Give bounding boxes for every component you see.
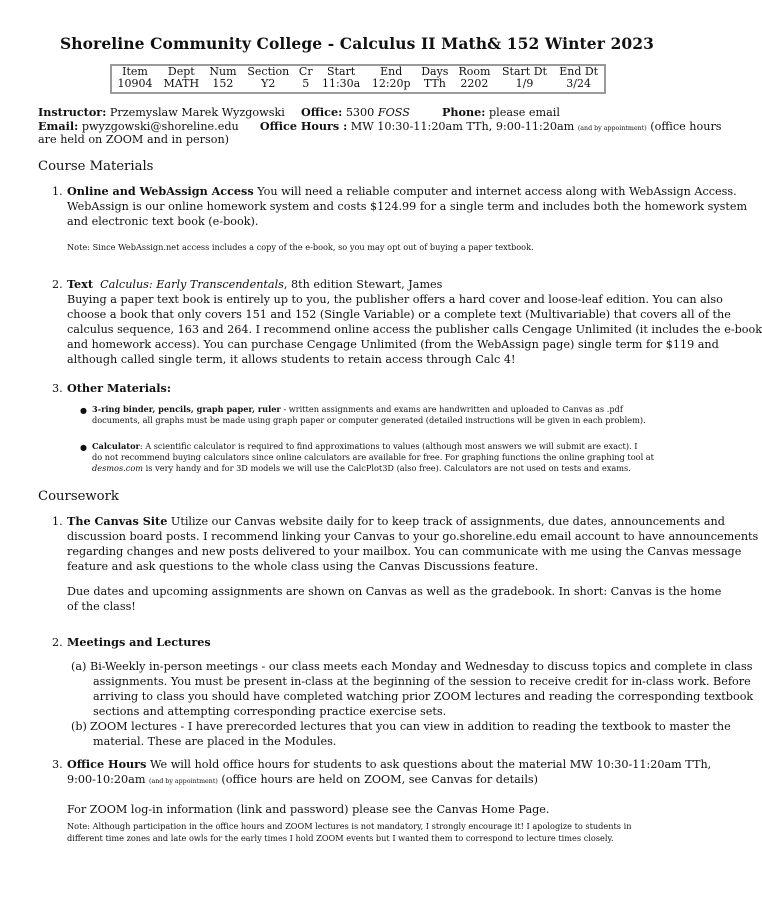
cm-item2-heading [67,277,442,292]
cw-item3-number: 3. [52,758,63,771]
cw-item1-para2-line1: Due dates and upcoming assignments are shown on Canvas as well as the gradebook. In short: Canvas is the home [67,585,722,598]
cw-item3-line1 [67,757,711,772]
cw-item2-a-line3: arriving to class you should have completed watching prior ZOOM lectures and reading the corresponding textbook [93,690,754,703]
table-value-cell: 12:20p [371,77,411,90]
office-building: FOSS [377,106,410,119]
cw-item2-a-label: (a) [71,660,87,673]
office-hours-appt: (and by appointment) [577,125,647,132]
office-hours-label: Office Hours : [259,119,348,133]
cm-item1-note: Note: Since WebAssign.net access includes a copy of the e-book, so you may opt out of buying a paper textbook. [67,242,534,252]
cm-item3-bullet1-line2: documents, all graphs must be made using graph paper or computer generated (detailed instructions will be given in each problem). [92,415,646,425]
cm-item2-line2: choose a book that only covers 151 and 152 (Single Variable) or a complete text (Multivariable) that covers all of the [67,308,731,321]
cm-item3-bullet1-title: 3-ring binder, pencils, graph paper, ruler [92,404,281,414]
table-value-cell: 2202 [460,77,489,90]
cw-item3-title: Office Hours [67,757,147,771]
cw-item3-time: 9:00-10:20am [67,773,146,786]
table-value-cell: 11:30a [321,77,361,90]
cm-item2-line3: calculus sequence, 163 and 264. I recommend online access the publisher calls Cengage Unlimited (it includes the e-book [67,323,762,336]
cw-item2-b-line1: ZOOM lectures - I have prerecorded lectures that you can view in addition to reading the textbook to master the [90,720,731,733]
cw-item2-a-line1: Bi-Weekly in-person meetings - our class meets each Monday and Wednesday to discuss topics and complete in class [90,660,753,673]
cm-item2-book: Calculus: Early Transcendentals [100,278,284,291]
office-hours-line2: are held on ZOOM and in person) [38,133,230,146]
cw-item3-text2: (office hours are held on ZOOM, see Canvas for details) [221,773,539,786]
cw-item1-number: 1. [52,515,63,528]
cw-item3-line2 [67,772,538,789]
cw-item1-line2: discussion board posts. I recommend linking your Canvas to your go.shoreline.edu email account to have announcements [67,530,759,543]
instructor-name: Przemyslaw Marek Wyzgowski [109,106,285,119]
cm-item3-bullet2-line2: do not recommend buying calculators since online calculators are available for free. For graphing functions the online graphing tool at [92,452,654,462]
cm-item3-bullet1-text: - written assignments and exams are handwritten and uploaded to Canvas as .pdf [280,404,623,414]
cw-item1-line3: regarding changes and new posts delivered to your mailbox. You can communicate with me using the Canvas message [67,545,742,558]
page-title: Shoreline Community College - Calculus II Math& 152 Winter 2023 [59,34,655,53]
cw-item2-number: 2. [52,636,63,649]
table-value-cell: 3/24 [566,77,591,90]
table-header-cell: Num [209,65,237,78]
cw-item3-appt: (and by appointment) [148,778,218,785]
cw-item3-text1: We will hold office hours for students to ask questions about the material MW 10:30-11:20am TTh, [149,758,712,771]
bullet-icon: ● [80,406,87,415]
phone-value: please email [488,106,560,119]
bullet-icon: ● [80,443,87,452]
email-label: Email: [38,119,79,133]
table-header-cell: Days [421,65,449,78]
cm-item1-line3: and electronic text book (e-book). [67,215,259,228]
cm-item3-bullet2-title: Calculator [92,441,140,451]
office-hours-tail: (office hours [650,120,722,133]
cm-item1-line2: WebAssign is our online homework system and costs $124.99 for a single term and includes both the homework system [67,200,748,213]
cm-item3-number: 3. [52,382,63,395]
cw-item3-zoom-line: For ZOOM log-in information (link and password) please see the Canvas Home Page. [67,803,550,816]
table-header-cell: Item [122,65,148,78]
cw-item2-a-line4: sections and attempting corresponding practice exercise sets. [93,705,447,718]
cm-item2-title: Text [67,277,93,291]
table-value-cell: 5 [302,77,310,90]
cw-item1-line1 [67,514,725,529]
instructor-label: Instructor: [38,105,107,119]
cw-item1-para2-line2: of the class! [67,600,136,613]
table-value-cell: TTh [423,77,446,90]
office-room: 5300 [345,106,375,119]
table-value-cell: 10904 [117,77,153,90]
cw-item2-b-label: (b) [71,720,87,733]
cw-item3-note-line2: different time zones and late owls for the early times I hold ZOOM events but I wanted them to correspond to lecture times closely. [67,833,614,843]
table-header-cell: Start Dt [502,65,547,78]
table-header-cell: Start [327,65,356,78]
table-value-cell: 1/9 [515,77,534,90]
phone-label: Phone: [442,105,486,119]
table-header-cell: Room [458,65,491,78]
cw-item1-text1: Utilize our Canvas website daily for to keep track of assignments, due dates, announcements and [170,515,725,528]
instructor-line [38,105,285,120]
cw-item1-line4: feature and ask questions to the whole class using the Canvas Discussions feature. [67,560,539,573]
table-header-cell: End [380,65,403,78]
course-materials-heading: Course Materials [38,159,154,174]
office-label: Office: [301,105,343,119]
table-value-row [112,78,604,90]
cm-item2-number: 2. [52,278,63,291]
table-value-cell: 152 [212,77,234,90]
office-line [301,105,410,120]
desmos-link[interactable]: desmos.com [92,463,144,473]
cm-item2-book-tail: , 8th edition Stewart, James [283,278,443,291]
cm-item3-bullet2-line3 [92,463,631,474]
table-value-cell: MATH [163,77,200,90]
cm-item2-line5: although called single term, it allows students to retain access through Calc 4! [67,353,516,366]
cm-item1-line1 [67,184,737,199]
cw-item2-a-line2: assignments. You must be present in-class at the beginning of the session to receive credit for in-class work. Before [93,675,751,688]
cw-item2-title: Meetings and Lectures [67,635,211,649]
coursework-heading: Coursework [38,489,119,504]
cw-item1-title: The Canvas Site [67,514,168,528]
cm-item3-bullet1-line1 [92,404,623,415]
cm-item2-line1: Buying a paper text book is entirely up to you, the publisher offers a hard cover and loose-leaf edition. You can also [67,293,723,306]
cm-item1-title: Online and WebAssign Access [67,184,254,198]
cw-item2-b-line2: material. These are placed in the Modules. [93,735,337,748]
table-header-cell: Cr [298,65,313,78]
table-header-cell: Section [247,65,290,78]
cm-item1-number: 1. [52,185,63,198]
cm-item3-title: Other Materials: [67,381,171,395]
cm-item3-bullet2-line1 [92,441,637,452]
table-value-cell: Y2 [261,77,276,90]
cm-item1-text1: You will need a reliable computer and internet access along with WebAssign Access. [257,185,737,198]
email-link[interactable]: pwyzgowski@shoreline.edu [81,120,239,133]
cw-item3-note-line1: Note: Although participation in the office hours and ZOOM lectures is not mandatory, I strongly encourage it! I apologize to students in [67,821,632,831]
phone-line [442,105,560,120]
office-hours-value: MW 10:30-11:20am TTh, 9:00-11:20am [350,120,575,133]
table-header-cell: End Dt [559,65,599,78]
cm-item3-bullet2-text3: is very handy and for 3D models we will use the CalcPlot3D (also free). Calculators are not used on tests and exams. [143,463,631,473]
cm-item3-bullet2-text: : A scientific calculator is required to find approximations to values (although most answers we will submit are exact). I [139,441,638,451]
course-info-table [110,64,606,94]
cm-item2-line4: and homework access). You can purchase Cengage Unlimited (from the WebAssign page) single term for $119 and [67,338,719,351]
table-header-cell: Dept [167,65,195,78]
